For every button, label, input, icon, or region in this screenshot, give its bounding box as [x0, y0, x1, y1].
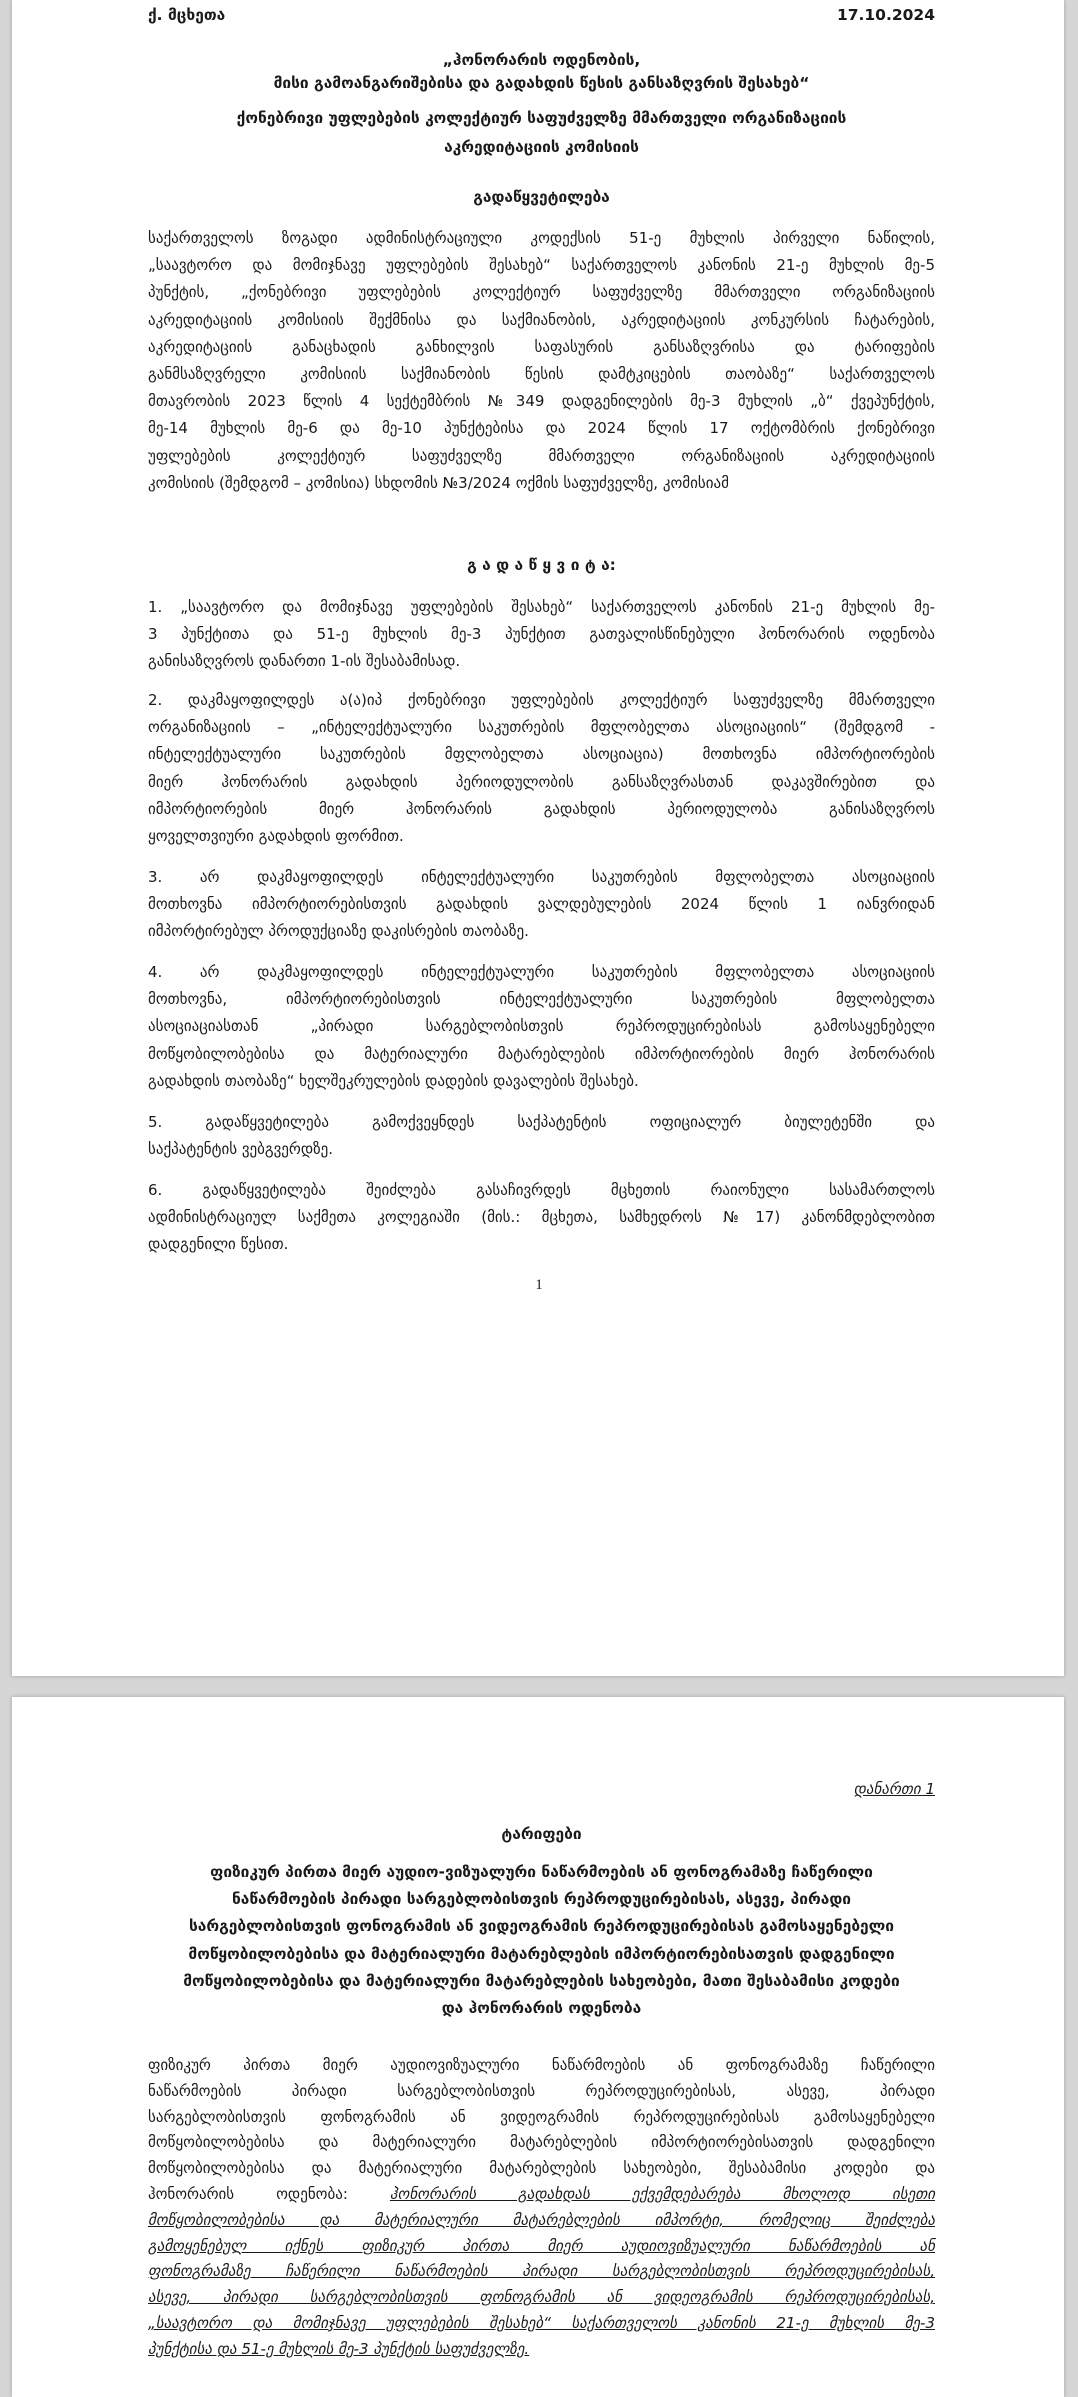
resolved-label: გ ა დ ა წ ყ ვ ი ტ ა:	[467, 556, 616, 574]
decision-item-4-line: 4. არ დაკმაყოფილდეს ინტელექტუალური საკუთრების მფლობელთა ასოციაციის	[148, 963, 935, 981]
underlined-clause-line: ასევე, პირადი სარგებლობისთვის ფონოგრამის ან ვიდეოგრამის რეპროდუცირებისას,	[148, 2288, 935, 2307]
annex-heading-line: სარგებლობისთვის ფონოგრამის ან ვიდეოგრამის რეპროდუცირებისას გამოსაყენებელი	[188, 1917, 895, 1936]
decision-item-1-line: 3 პუნქტითა და 51-ე მუხლის მე-3 პუნქტით გათვალისწინებული ჰონორარის ოდენობა	[148, 625, 935, 644]
decision-item-2-line: 2. დაკმაყოფილდეს ა(ა)იპ ქონებრივი უფლებების კოლექტიურ საფუძველზე მმართველი	[148, 691, 935, 709]
underlined-clause-line: გამოყენებულ იქნეს ფიზიკურ პირთა მიერ აუდიოვიზუალური ნაწარმოების ან	[148, 2236, 935, 2255]
annex-label: დანართი 1	[853, 1780, 935, 1798]
underlined-clause-line: პუნქტისა და 51-ე მუხლის მე-3 პუნქტის საფუძველზე.	[148, 2339, 530, 2358]
decision-item-2-line: მიერ ჰონორარის გადახდის პერიოდულობის განსაზღვრასთან დაკავშირებით და	[148, 772, 935, 791]
decision-item-6-line: 6. გადაწყვეტილება შეიძლება გასაჩივრდეს მცხეთის რაიონული სასამართლოს	[148, 1181, 935, 1199]
intro-paragraph-line: საქართველოს ზოგადი ადმინისტრაციული კოდექსის 51-ე მუხლის პირველი ნაწილის,	[148, 229, 935, 247]
intro-paragraph-line: აკრედიტაციის კომისიის შექმნისა და საქმიანობის, აკრედიტაციის კონკურსის ჩატარების,	[148, 310, 935, 329]
decision-item-2-line: ყოველთვიური გადახდის ფორმით.	[148, 827, 404, 845]
annex-body-line: მოწყობილობებისა და მატერიალური მატარებლების სახეობები, შესაბამისი კოდები და	[148, 2159, 935, 2178]
decision-item-2-line: ინტელექტუალური საკუთრების მფლობელთა ასოციაცია) მოთხოვნა იმპორტიორების	[148, 745, 935, 764]
title-line: „ჰონორარის ოდენობის,	[442, 51, 641, 69]
intro-paragraph-line: მე-14 მუხლის მე-6 და მე-10 პუნქტებისა და 2024 წლის 17 ოქტომბრის ქონებრივი	[148, 419, 935, 438]
decision-item-2-line: იმპორტიორების მიერ ჰონორარის გადახდის პერიოდულობა განისაზღვროს	[148, 799, 935, 818]
decision-item-5-line: საქპატენტის ვებგვერდზე.	[148, 1140, 334, 1159]
title-line: მისი გამოანგარიშებისა და გადახდის წესის განსაზღვრის შესახებ“	[273, 74, 810, 92]
annex-heading-line: და ჰონორარის ოდენობა	[441, 1999, 642, 2017]
decision-item-3-line: მოთხოვნა იმპორტიორებისთვის გადახდის ვალდებულების 2024 წლის 1 იანვრიდან	[148, 895, 935, 914]
annex-body-mixed-line	[148, 2184, 935, 2204]
annex-body-line: ფიზიკურ პირთა მიერ აუდიოვიზუალური ნაწარმოების ან ფონოგრამაზე ჩაწერილი	[148, 2056, 935, 2074]
decision-item-3-line: 3. არ დაკმაყოფილდეს ინტელექტუალური საკუთრების მფლობელთა ასოციაციის	[148, 868, 935, 886]
underlined-clause-line: ფონოგრამაზე ჩაწერილი ნაწარმოების პირადი სარგებლობისთვის რეპროდუცირებისას,	[148, 2262, 935, 2281]
annex-body-line: მოწყობილობებისა და მატერიალური მატარებლების იმპორტიორებისათვის დადგენილი	[148, 2133, 935, 2152]
intro-paragraph-line: მთავრობის 2023 წლის 4 სექტემბრის №349 დადგენილების მე-3 მუხლის „ბ“ ქვეპუნქტის,	[148, 392, 935, 411]
intro-paragraph-line: კომისიის (შემდგომ – კომისია) სხდომის №3/2024 ოქმის საფუძველზე, კომისიამ	[148, 473, 729, 492]
intro-paragraph-line: „საავტორო და მომიჯნავე უფლებების შესახებ“ საქართველოს კანონის 21-ე მუხლის მე-5	[148, 256, 935, 275]
document-date: 17.10.2024	[836, 6, 935, 24]
decision-item-6-line: დადგენილი წესით.	[148, 1235, 289, 1254]
decision-title: გადაწყვეტილება	[473, 188, 610, 206]
intro-paragraph-line: განმსაზღვრელი კომისიის საქმიანობის წესის დამტკიცების თაობაზე“ საქართველოს	[148, 365, 935, 383]
decision-item-4-line: ასოციაციასთან „პირადი სარგებლობისთვის რეპროდუცირებისას გამოსაყენებელი	[148, 1017, 935, 1036]
intro-paragraph-line: აკრედიტაციის განაცხადის განხილვის საფასურის განსაზღვრისა და ტარიფების	[148, 337, 935, 356]
decision-item-4-line: მოთხოვნა, იმპორტიორებისთვის ინტელექტუალური საკუთრების მფლობელთა	[148, 990, 935, 1009]
intro-paragraph-line: პუნქტის, „ქონებრივი უფლებების კოლექტიურ საფუძველზე მმართველი ორგანიზაციის	[148, 283, 935, 302]
underlined-clause-line: „საავტორო და მომიჯნავე უფლებების შესახებ“ საქართველოს კანონის 21-ე მუხლის მე-3	[148, 2314, 935, 2332]
decision-item-2-line: ორგანიზაციის – „ინტელექტუალური საკუთრების მფლობელთა ასოციაციის“ (შემდგომ -	[148, 718, 935, 737]
annex-body-line: ნაწარმოების პირადი სარგებლობისთვის რეპროდუცირებისას, ასევე, პირადი	[148, 2081, 935, 2100]
document-page-1	[12, 0, 1064, 1676]
annex-heading-line: ნაწარმოების პირადი სარგებლობისთვის რეპროდუცირებისას, ასევე, პირადი	[232, 1890, 851, 1909]
page-number: 1	[535, 1277, 543, 1293]
decision-item-5-line: 5. გადაწყვეტილება გამოქვეყნდეს საქპატენტის ოფიციალურ ბიულეტენში და	[148, 1113, 935, 1131]
decision-item-4-line: მოწყობილობებისა და მატერიალური მატარებლების იმპორტიორების მიერ ჰონორარის	[148, 1044, 935, 1063]
underlined-clause-line: მოწყობილობებისა და მატერიალური მატარებლების იმპორტი, რომელიც შეიძლება	[148, 2210, 935, 2229]
decision-item-1-line: 1. „საავტორო და მომიჯნავე უფლებების შესახებ“ საქართველოს კანონის 21-ე მუხლის მე-	[148, 598, 935, 616]
decision-item-3-line: იმპორტირებულ პროდუქციაზე დაკისრების თაობაზე.	[148, 922, 529, 941]
decision-item-1-line: განისაზღვროს დანართი 1-ის შესაბამისად.	[148, 652, 461, 671]
underlined-clause: ჰონორარის გადახდას ექვემდებარება მხოლოდ ისეთი	[389, 2185, 935, 2203]
intro-paragraph-line: უფლებების კოლექტიურ საფუძველზე მმართველი ორგანიზაციის აკრედიტაციის	[148, 446, 935, 465]
city-label: ქ. მცხეთა	[148, 6, 226, 24]
document-page-2	[12, 1697, 1064, 2397]
decision-item-4-line: გადახდის თაობაზე“ ხელშეკრულების დადების დავალების შესახებ.	[148, 1071, 639, 1090]
decision-item-6-line: ადმინისტრაციულ საქმეთა კოლეგიაში (მის.: მცხეთა, სამხედროს №17) კანონმდებლობით	[148, 1208, 935, 1227]
title-line: აკრედიტაციის კომისიის	[444, 138, 639, 156]
fee-amount-label: ჰონორარის ოდენობა:	[148, 2185, 390, 2203]
tariffs-title: ტარიფები	[501, 1825, 582, 1843]
annex-heading-line: მოწყობილობებისა და მატერიალური მატარებლების სახეობები, მათი შესაბამისი კოდები	[183, 1971, 900, 1990]
annex-heading-line: მოწყობილობებისა და მატერიალური მატარებლების იმპორტიორებისათვის დადგენილი	[188, 1944, 895, 1963]
annex-heading-line: ფიზიკურ პირთა მიერ აუდიო-ვიზუალური ნაწარმოების ან ფონოგრამაზე ჩაწერილი	[210, 1863, 873, 1881]
title-line: ქონებრივი უფლებების კოლექტიურ საფუძველზე მმართველი ორგანიზაციის	[236, 109, 847, 127]
annex-body-line: სარგებლობისთვის ფონოგრამის ან ვიდეოგრამის რეპროდუცირებისას გამოსაყენებელი	[148, 2107, 935, 2126]
